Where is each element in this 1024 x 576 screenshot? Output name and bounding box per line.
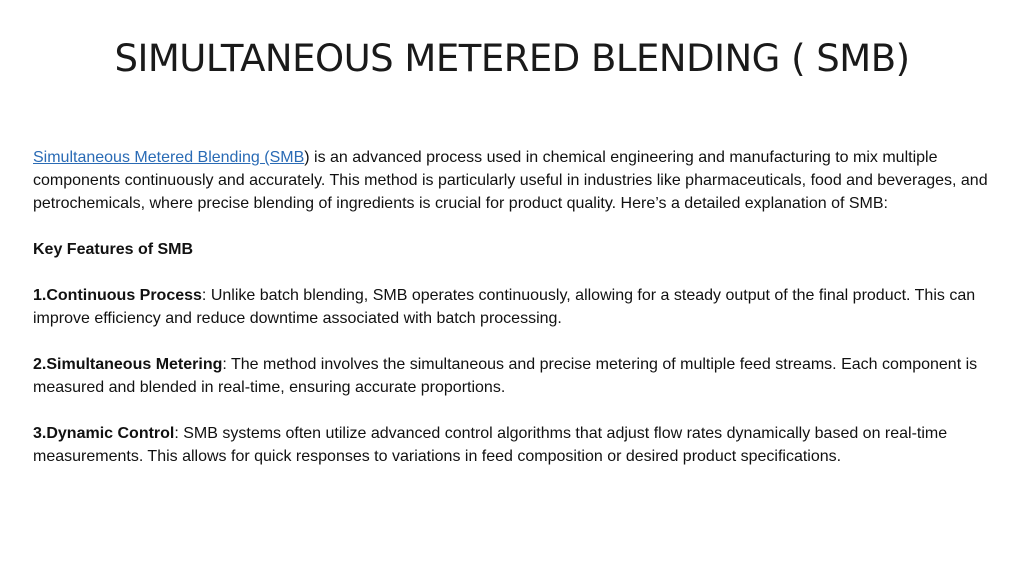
feature-item-continuous-process <box>33 284 1003 330</box>
feature-label: 1.Continuous Process <box>33 287 202 304</box>
slide-body <box>33 146 1003 468</box>
feature-text: : The method involves the simultaneous and precise metering of multiple feed streams. Each component is measured and blended in real-time, ensuring accurate proportions. <box>33 356 978 396</box>
section-heading: Key Features of SMB <box>33 241 194 258</box>
feature-item-dynamic-control <box>33 422 1003 468</box>
smb-link[interactable]: Simultaneous Metered Blending (SMB <box>33 149 305 166</box>
feature-text: : Unlike batch blending, SMB operates continuously, allowing for a steady output of the final product. This can improve efficiency and reduce downtime associated with batch processing. <box>33 287 976 327</box>
intro-text: ) is an advanced process used in chemical engineering and manufacturing to mix multiple components continuously and accurately. This method is particularly useful in industries like pharmaceuticals, food and beverages, and petrochemicals, where precise blending of ingredients is crucial for product quality. Here’s a detailed explanation of SMB: <box>33 149 988 212</box>
feature-label: 3.Dynamic Control <box>33 425 175 442</box>
spacer <box>33 399 1003 422</box>
feature-label: 2.Simultaneous Metering <box>33 356 223 373</box>
spacer <box>33 330 1003 353</box>
feature-text: : SMB systems often utilize advanced control algorithms that adjust flow rates dynamically based on real-time measurements. This allows for quick responses to variations in feed composition or desired product specifications. <box>33 425 948 465</box>
spacer <box>33 261 1003 284</box>
feature-item-simultaneous-metering <box>33 353 1003 399</box>
spacer <box>33 215 1003 238</box>
slide-title: SIMULTANEOUS METERED BLENDING ( SMB) <box>114 37 910 80</box>
intro-paragraph <box>33 146 1003 215</box>
